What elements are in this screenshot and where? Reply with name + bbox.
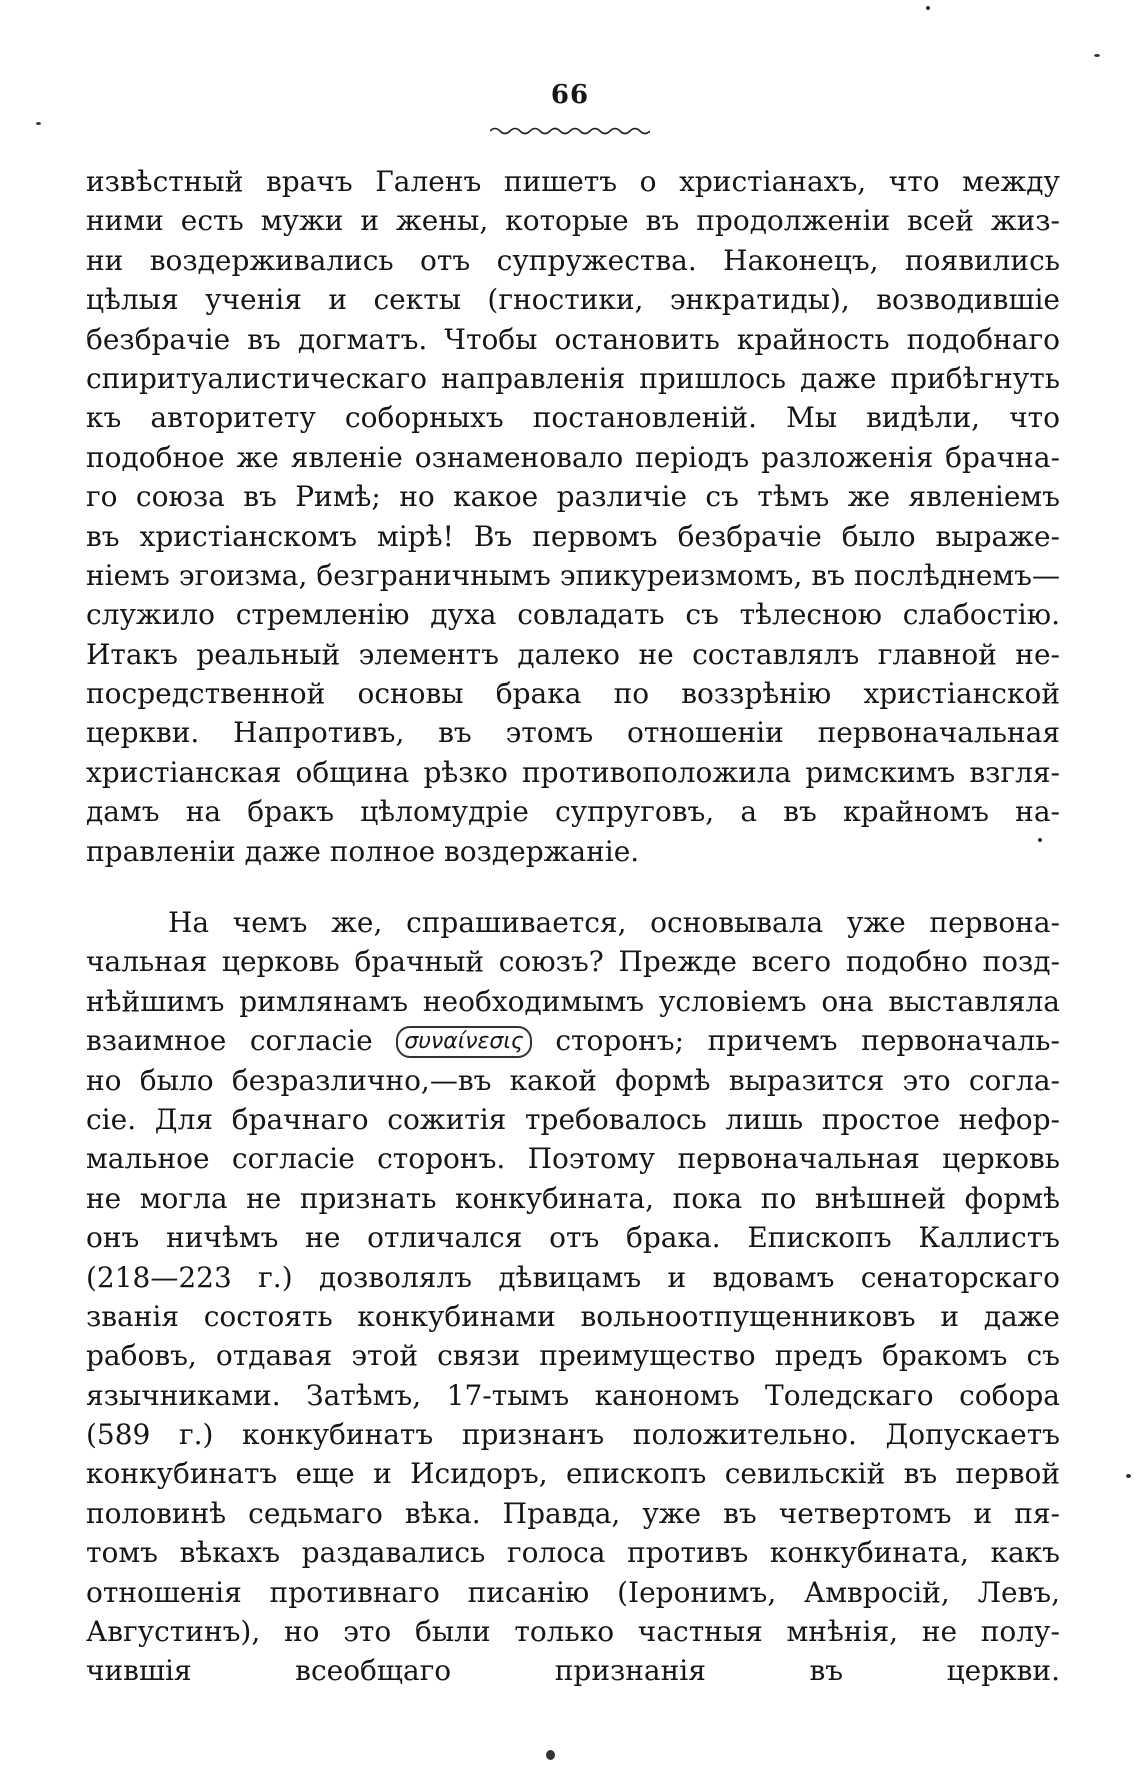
text-line: конкубинатъ еще и Исидоръ, епископъ севильскій въ первой [86,1457,1060,1491]
text-line: чальная церковь брачный союзъ? Прежде всего подобно позд- [86,945,1060,979]
paragraph-1 [86,162,1060,871]
text-line: (589 г.) конкубинатъ признанъ положительно. Допускаетъ [86,1418,1060,1452]
text-line-with-annotation [86,1021,1060,1060]
text-line: рабовъ, отдавая этой связи преимущество предъ бракомъ съ [86,1339,1060,1373]
text-line: половинѣ седьмаго вѣка. Правда, уже въ четвертомъ и пя- [86,1496,1060,1530]
text-line: ни воздерживались отъ супружества. Наконецъ, появились [86,243,1060,277]
text-line: сіе. Для брачнаго сожитія требовалось лишь простое нефор- [86,1102,1060,1136]
text-fragment: сторонъ; причемъ первоначаль- [555,1024,1060,1058]
text-line: посредственной основы брака по воззрѣнію христіанской [86,677,1060,711]
text-line: Августинъ), но это были только частныя мнѣнія, не полу- [86,1615,1060,1649]
print-speck [1126,1474,1131,1478]
text-line: ніемъ эгоизма, безграничнымъ эпикуреизмомъ, въ послѣднемъ— [86,558,1060,592]
page-number: 66 [550,80,590,110]
text-line: но было безразлично,—въ какой формѣ выразится это согла- [86,1063,1060,1097]
text-line: цѣлыя ученія и секты (гностики, энкратиды), возводившіе [86,283,1060,317]
text-line: ними есть мужи и жены, которые въ продолженіи всей жиз- [86,204,1060,238]
text-line: онъ ничѣмъ не отличался отъ брака. Епископъ Каллистъ [86,1221,1060,1255]
text-line: извѣстный врачъ Галенъ пишетъ о христіанахъ, что между [86,165,1060,198]
text-line: правленіи даже полное воздержаніе. [86,834,640,868]
text-line: христіанская община рѣзко противоположила римскимъ взгля- [86,755,1060,789]
text-line: къ авторитету соборныхъ постановленій. Мы видѣли, что [86,401,1060,435]
text-line: Итакъ реальный элементъ далеко не составлялъ главной не- [86,637,1060,671]
text-fragment: взаимное согласіе [86,1024,373,1058]
text-line: безбрачіе въ догматъ. Чтобы остановить крайность подобнаго [86,322,1060,356]
print-speck [1094,54,1100,57]
text-line: язычниками. Затѣмъ, 17-тымъ канономъ Толедскаго собора [86,1378,1060,1412]
print-speck [926,6,930,10]
text-line: не могла не признать конкубината, пока по внѣшней формѣ [86,1181,1060,1215]
text-line: чившія всеобщаго признанія въ церкви. [86,1654,1060,1688]
print-speck [1038,838,1042,842]
text-line: служило стремленію духа совладать съ тѣлесною слабостію. [86,598,1060,632]
text-line: мальное согласіе сторонъ. Поэтому первоначальная церковь [86,1142,1060,1176]
text-line: го союза въ Римѣ; но какое различіе съ тѣмъ же явленіемъ [86,480,1060,514]
text-line: томъ вѣкахъ раздавались голоса противъ конкубината, какъ [86,1536,1060,1570]
text-line: званія состоять конкубинами вольноотпущенниковъ и даже [86,1299,1060,1333]
text-line [86,1691,1060,1730]
greek-annotation: συναίνεσις [396,1026,531,1058]
text-line: дамъ на бракъ цѣломудріе супруговъ, а въ крайномъ на- [86,795,1060,829]
text-line: нѣйшимъ римлянамъ необходимымъ условіемъ она выставляла [86,984,1060,1018]
text-line: подобное же явленіе ознаменовало періодъ разложенія брачна- [86,440,1060,474]
text-line: (218—223 г.) дозволялъ дѣвицамъ и вдовамъ сенаторскаго [86,1260,1060,1294]
text-line: въ христіанскомъ мірѣ! Въ первомъ безбрачіе было выраже- [86,519,1060,553]
text-line: отношенія противнаго писанію (Іеронимъ, Амвросій, Левъ, [86,1575,1060,1609]
text-line: спиритуалистическаго направленія пришлось даже прибѣгнуть [86,361,1060,395]
text-line: На чемъ же, спрашивается, основывала уже первона- [168,906,1060,939]
print-speck [546,1750,555,1760]
print-speck [36,122,41,125]
text-line: церкви. Напротивъ, въ этомъ отношеніи первоначальная [86,716,1060,750]
paragraph-2 [86,903,1060,1730]
ornamental-rule [490,124,650,136]
